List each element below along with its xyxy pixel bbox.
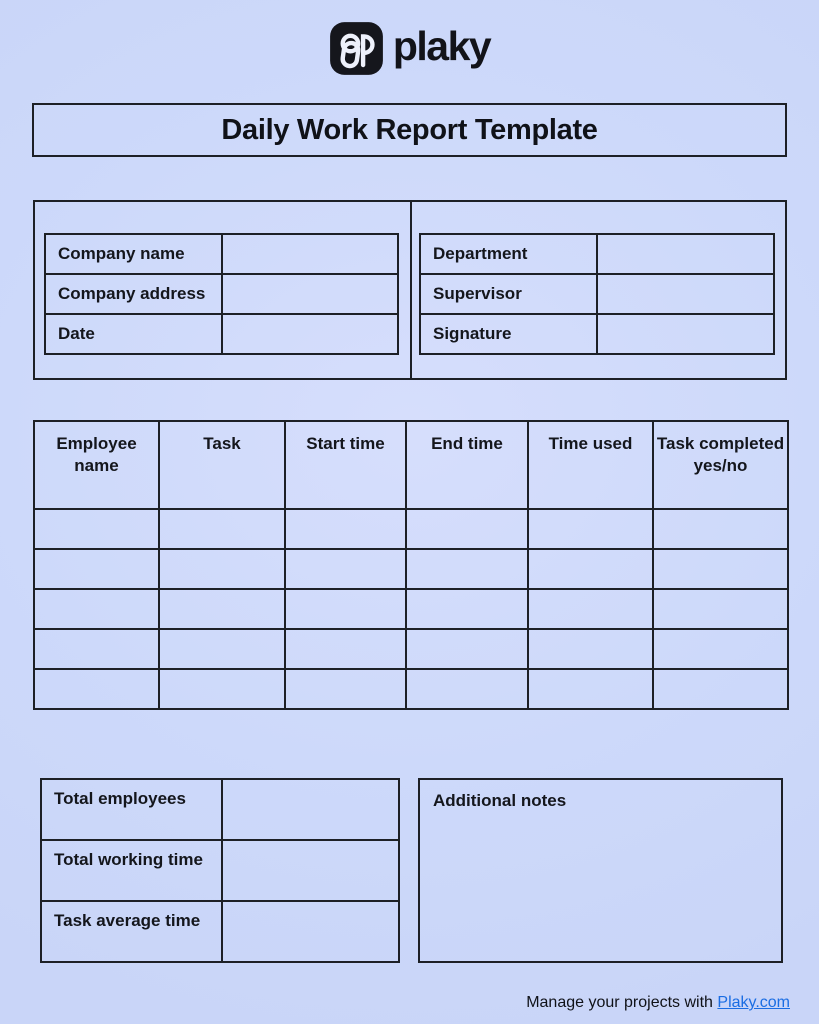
department-info-table — [419, 233, 775, 355]
table-row — [45, 234, 398, 274]
table-row — [420, 234, 774, 274]
work-entry-input-cell[interactable] — [159, 549, 285, 589]
task-average-time-input-cell[interactable] — [222, 901, 399, 962]
footer-text: Manage your projects with — [526, 994, 718, 1011]
work-entry-input-cell[interactable] — [528, 629, 653, 669]
company-info-left — [35, 202, 412, 378]
table-row — [41, 901, 399, 962]
brand-name: plaky — [392, 23, 491, 69]
work-entry-input-cell[interactable] — [528, 669, 653, 709]
work-entry-input-cell[interactable] — [406, 509, 528, 549]
brand-header — [0, 20, 819, 77]
signature-input-cell[interactable] — [597, 314, 774, 354]
work-entry-input-cell[interactable] — [653, 669, 788, 709]
company-address-input-cell[interactable] — [222, 274, 399, 314]
department-input-cell[interactable] — [597, 234, 774, 274]
work-entry-input-cell[interactable] — [528, 509, 653, 549]
footer — [526, 994, 790, 1012]
title-box — [32, 103, 787, 157]
work-entry-input-cell[interactable] — [159, 509, 285, 549]
additional-notes-label: Additional notes — [433, 791, 567, 810]
work-entry-input-cell[interactable] — [34, 589, 159, 629]
signature-label: Signature — [420, 314, 597, 354]
work-entry-input-cell[interactable] — [34, 509, 159, 549]
work-entries-table — [33, 420, 789, 710]
work-entry-input-cell[interactable] — [406, 549, 528, 589]
company-name-input-cell[interactable] — [222, 234, 399, 274]
additional-notes-area[interactable] — [418, 778, 783, 963]
work-entry-input-cell[interactable] — [34, 669, 159, 709]
plaky-logo-icon — [329, 20, 384, 77]
work-entry-input-cell[interactable] — [285, 509, 406, 549]
date-label: Date — [45, 314, 222, 354]
work-entry-input-cell[interactable] — [653, 629, 788, 669]
work-entry-row — [34, 669, 788, 709]
table-row — [45, 314, 398, 354]
work-entry-input-cell[interactable] — [285, 549, 406, 589]
table-row — [420, 314, 774, 354]
work-entry-input-cell[interactable] — [285, 589, 406, 629]
work-entry-input-cell[interactable] — [159, 589, 285, 629]
column-header-employee-name: Employee name — [34, 421, 159, 509]
date-input-cell[interactable] — [222, 314, 399, 354]
supervisor-label: Supervisor — [420, 274, 597, 314]
work-entry-row — [34, 549, 788, 589]
work-entry-input-cell[interactable] — [406, 589, 528, 629]
work-entry-input-cell[interactable] — [285, 629, 406, 669]
total-employees-input-cell[interactable] — [222, 779, 399, 840]
column-header-time-used: Time used — [528, 421, 653, 509]
total-working-time-label: Total working time — [41, 840, 222, 901]
company-name-label: Company name — [45, 234, 222, 274]
work-entry-input-cell[interactable] — [653, 589, 788, 629]
company-info-section — [33, 200, 787, 380]
total-working-time-input-cell[interactable] — [222, 840, 399, 901]
work-entry-input-cell[interactable] — [653, 509, 788, 549]
work-entry-input-cell[interactable] — [406, 669, 528, 709]
page-title: Daily Work Report Template — [221, 113, 598, 146]
column-header-task-completed: Task completed yes/no — [653, 421, 788, 509]
table-row — [45, 274, 398, 314]
work-entry-input-cell[interactable] — [34, 549, 159, 589]
company-address-label: Company address — [45, 274, 222, 314]
work-entry-input-cell[interactable] — [159, 669, 285, 709]
work-entry-input-cell[interactable] — [528, 589, 653, 629]
supervisor-input-cell[interactable] — [597, 274, 774, 314]
column-header-task: Task — [159, 421, 285, 509]
total-employees-label: Total employees — [41, 779, 222, 840]
table-row — [41, 779, 399, 840]
work-entry-input-cell[interactable] — [406, 629, 528, 669]
task-average-time-label: Task average time — [41, 901, 222, 962]
work-entry-input-cell[interactable] — [285, 669, 406, 709]
summary-table — [40, 778, 400, 963]
work-entry-input-cell[interactable] — [653, 549, 788, 589]
column-header-end-time: End time — [406, 421, 528, 509]
company-info-table — [44, 233, 399, 355]
table-row — [420, 274, 774, 314]
work-entry-row — [34, 509, 788, 549]
work-entry-row — [34, 589, 788, 629]
work-entry-input-cell[interactable] — [34, 629, 159, 669]
column-header-start-time: Start time — [285, 421, 406, 509]
table-row — [41, 840, 399, 901]
department-label: Department — [420, 234, 597, 274]
work-entry-input-cell[interactable] — [528, 549, 653, 589]
work-entry-input-cell[interactable] — [159, 629, 285, 669]
plaky-com-link[interactable]: Plaky.com — [717, 994, 790, 1011]
company-info-right — [412, 202, 785, 378]
work-table-header-row — [34, 421, 788, 509]
work-entry-row — [34, 629, 788, 669]
